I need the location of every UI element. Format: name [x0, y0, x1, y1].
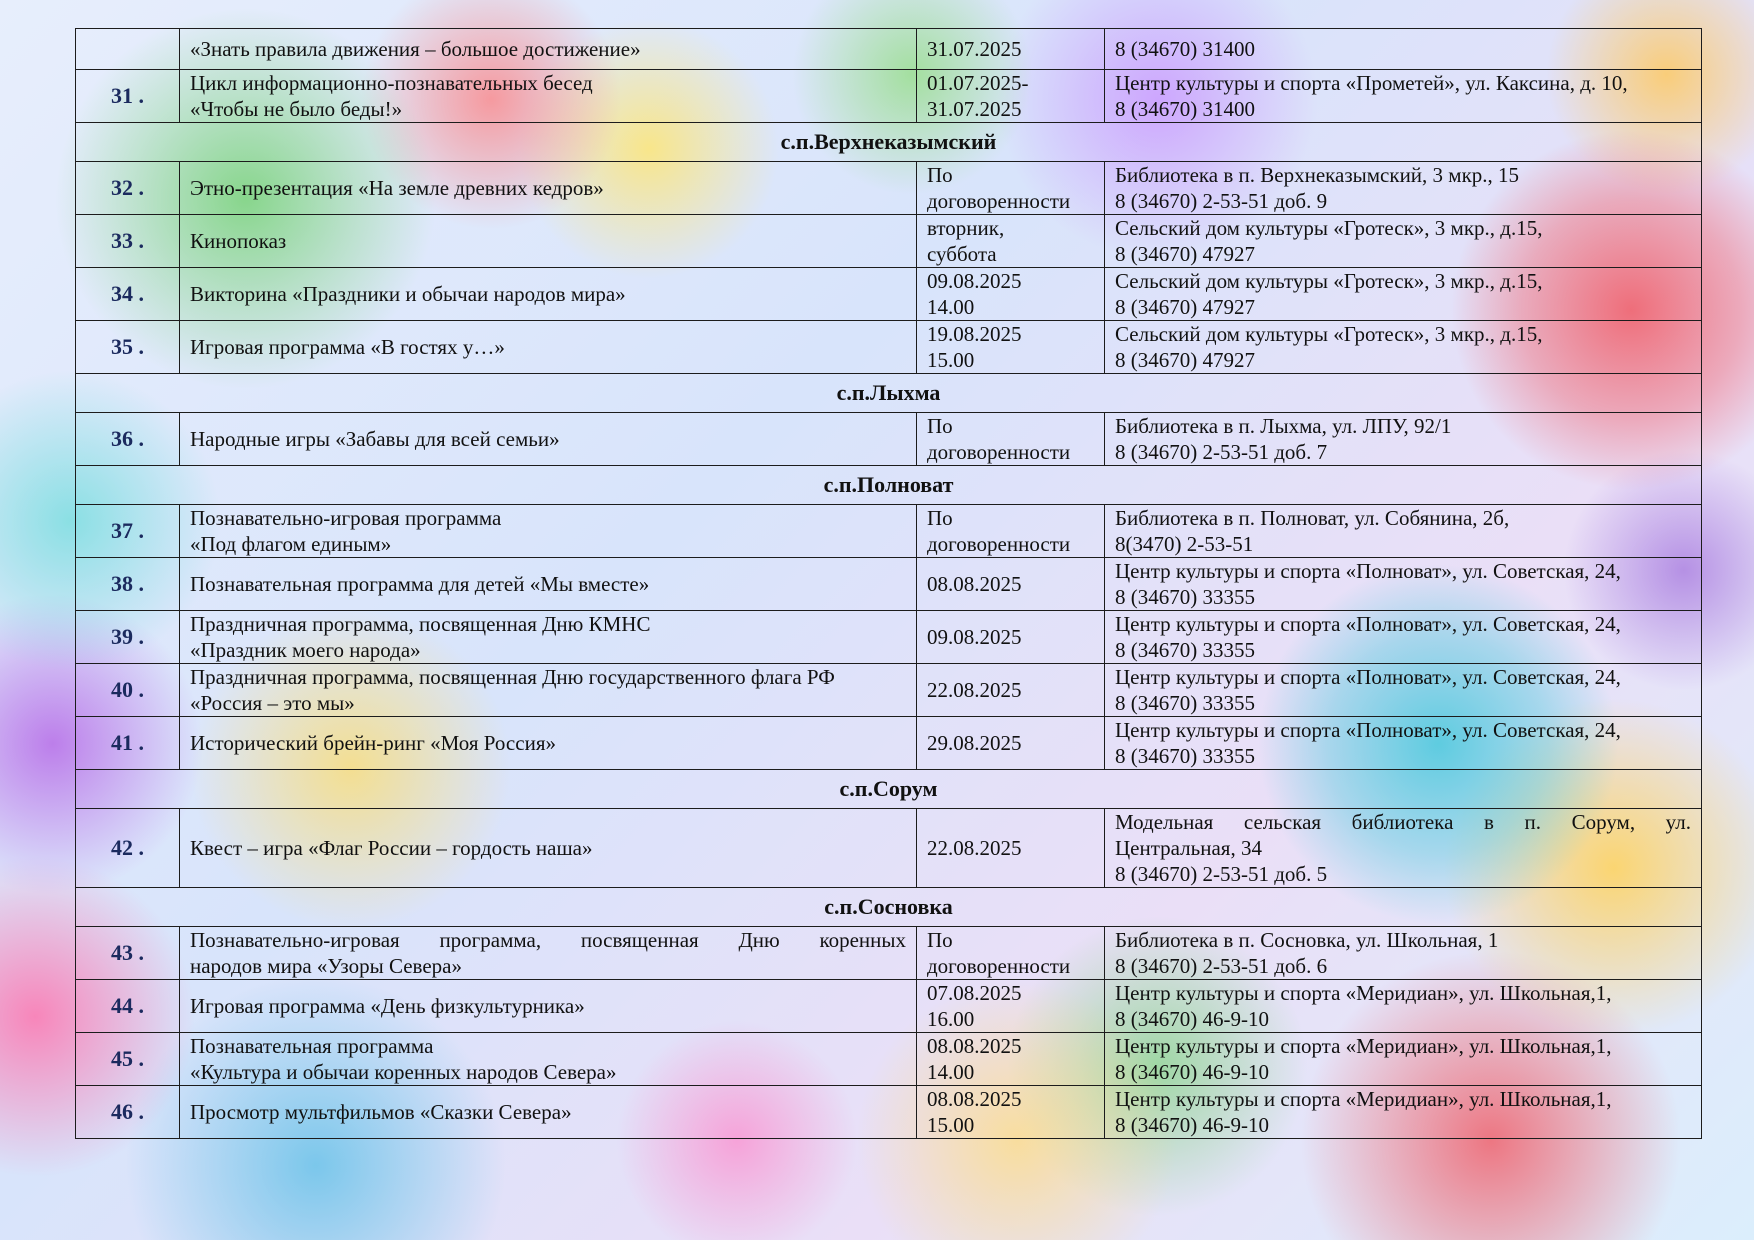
- event-title-line: Этно-презентация «На земле древних кедров»: [190, 176, 604, 200]
- event-place-line: Центр культуры и спорта «Полноват», ул. Советская, 24,: [1115, 559, 1621, 583]
- event-place-line: Библиотека в п. Верхнеказымский, 3 мкр., 15: [1115, 163, 1520, 187]
- event-date-line: По: [927, 928, 953, 952]
- event-place-line: 8 (34670) 31400: [1115, 97, 1255, 121]
- event-place-line: 8 (34670) 2-53-51 доб. 6: [1115, 954, 1328, 978]
- table-row: [76, 268, 1702, 321]
- event-place-cell: [1105, 809, 1702, 888]
- event-date-cell: [917, 321, 1105, 374]
- row-number: 44 .: [76, 980, 180, 1033]
- row-number: 35 .: [76, 321, 180, 374]
- event-place-line: 8 (34670) 47927: [1115, 242, 1255, 266]
- events-table: [75, 28, 1702, 1139]
- event-date-cell: [917, 70, 1105, 123]
- table-row: [76, 611, 1702, 664]
- section-title: с.п.Лыхма: [76, 374, 1702, 413]
- event-place-line: Центр культуры и спорта «Меридиан», ул. Школьная,1,: [1115, 1087, 1612, 1111]
- event-place-cell: [1105, 611, 1702, 664]
- section-title: с.п.Полноват: [76, 466, 1702, 505]
- event-date-cell: [917, 413, 1105, 466]
- event-date-line: 08.08.2025: [927, 572, 1022, 596]
- event-title-line: Познавательная программа: [190, 1034, 434, 1058]
- event-place-cell: [1105, 1086, 1702, 1139]
- table-row: [76, 321, 1702, 374]
- section-header-row: [76, 770, 1702, 809]
- event-date-line: 16.00: [927, 1007, 975, 1031]
- event-place-line: Центр культуры и спорта «Меридиан», ул. Школьная,1,: [1115, 1034, 1612, 1058]
- event-title-cell: [180, 70, 917, 123]
- row-number: 34 .: [76, 268, 180, 321]
- event-place-line: 8 (34670) 2-53-51 доб. 5: [1115, 862, 1328, 886]
- event-date-line: договоренности: [927, 440, 1071, 464]
- table-row: [76, 29, 1702, 70]
- event-date-line: суббота: [927, 242, 997, 266]
- event-date-cell: [917, 1033, 1105, 1086]
- event-date-line: 01.07.2025-: [927, 71, 1029, 95]
- event-place-line: 8 (34670) 33355: [1115, 585, 1255, 609]
- event-date-line: 08.08.2025: [927, 1087, 1022, 1111]
- event-date-cell: [917, 809, 1105, 888]
- table-row: [76, 162, 1702, 215]
- event-date-line: договоренности: [927, 189, 1071, 213]
- event-title-cell: [180, 809, 917, 888]
- event-place-line: 8 (34670) 2-53-51 доб. 9: [1115, 189, 1328, 213]
- event-place-line: Сельский дом культуры «Гротеск», 3 мкр., д.15,: [1115, 269, 1543, 293]
- table-row: [76, 1033, 1702, 1086]
- section-title: с.п.Сосновка: [76, 888, 1702, 927]
- event-place-line: Библиотека в п. Полноват, ул. Собянина, 2б,: [1115, 506, 1510, 530]
- event-title-line: «Под флагом единым»: [190, 532, 392, 556]
- event-place-cell: [1105, 29, 1702, 70]
- event-date-line: 22.08.2025: [927, 678, 1022, 702]
- event-title-cell: [180, 505, 917, 558]
- event-date-cell: [917, 980, 1105, 1033]
- section-header-row: [76, 466, 1702, 505]
- event-date-cell: [917, 505, 1105, 558]
- event-place-cell: [1105, 215, 1702, 268]
- table-row: [76, 980, 1702, 1033]
- event-date-cell: [917, 268, 1105, 321]
- event-title-cell: [180, 1086, 917, 1139]
- event-place-cell: [1105, 980, 1702, 1033]
- event-date-cell: [917, 717, 1105, 770]
- event-date-line: договоренности: [927, 532, 1071, 556]
- event-title-line: Кинопоказ: [190, 229, 287, 253]
- event-place-line: Центр культуры и спорта «Полноват», ул. Советская, 24,: [1115, 718, 1621, 742]
- row-number: 40 .: [76, 664, 180, 717]
- event-place-line: Центр культуры и спорта «Полноват», ул. Советская, 24,: [1115, 612, 1621, 636]
- table-row: [76, 558, 1702, 611]
- event-title-cell: [180, 664, 917, 717]
- table-row: [76, 70, 1702, 123]
- event-place-cell: [1105, 927, 1702, 980]
- event-place-line: 8(3470) 2-53-51: [1115, 532, 1254, 556]
- table-row: [76, 215, 1702, 268]
- event-title-cell: [180, 413, 917, 466]
- event-title-line: «Россия – это мы»: [190, 691, 355, 715]
- event-title-line: Викторина «Праздники и обычаи народов мира»: [190, 282, 626, 306]
- event-date-cell: [917, 162, 1105, 215]
- table-row: [76, 1086, 1702, 1139]
- event-title-line: Праздничная программа, посвященная Дню КМНС: [190, 612, 651, 636]
- event-title-line: «Праздник моего народа»: [190, 638, 421, 662]
- event-title-cell: [180, 321, 917, 374]
- event-date-line: договоренности: [927, 954, 1071, 978]
- event-date-cell: [917, 927, 1105, 980]
- event-date-line: По: [927, 163, 953, 187]
- event-place-cell: [1105, 162, 1702, 215]
- event-place-cell: [1105, 558, 1702, 611]
- event-date-line: 31.07.2025: [927, 97, 1022, 121]
- events-table-body: [76, 29, 1702, 1139]
- event-title-cell: [180, 215, 917, 268]
- event-place-line: Сельский дом культуры «Гротеск», 3 мкр., д.15,: [1115, 322, 1543, 346]
- table-row: [76, 809, 1702, 888]
- event-title-cell: [180, 268, 917, 321]
- table-row: [76, 664, 1702, 717]
- event-date-cell: [917, 1086, 1105, 1139]
- event-date-line: 14.00: [927, 295, 975, 319]
- event-place-line: Центр культуры и спорта «Прометей», ул. Каксина, д. 10,: [1115, 71, 1628, 95]
- event-title-line: Квест – игра «Флаг России – гордость наша»: [190, 836, 593, 860]
- event-place-line: Библиотека в п. Лыхма, ул. ЛПУ, 92/1: [1115, 414, 1452, 438]
- event-title-line: Исторический брейн-ринг «Моя Россия»: [190, 731, 556, 755]
- event-date-cell: [917, 611, 1105, 664]
- event-title-cell: [180, 1033, 917, 1086]
- event-date-line: По: [927, 506, 953, 530]
- event-date-line: 22.08.2025: [927, 836, 1022, 860]
- row-number: 33 .: [76, 215, 180, 268]
- event-place-line: 8 (34670) 31400: [1115, 37, 1255, 61]
- event-place-line: Центр культуры и спорта «Меридиан», ул. Школьная,1,: [1115, 981, 1612, 1005]
- event-place-line: 8 (34670) 47927: [1115, 348, 1255, 372]
- event-place-line: Библиотека в п. Сосновка, ул. Школьная, 1: [1115, 928, 1499, 952]
- event-date-line: 09.08.2025: [927, 625, 1022, 649]
- event-place-line: Сельский дом культуры «Гротеск», 3 мкр., д.15,: [1115, 216, 1543, 240]
- event-place-line: 8 (34670) 33355: [1115, 744, 1255, 768]
- event-place-line: 8 (34670) 33355: [1115, 691, 1255, 715]
- event-place-line: Модельная сельская библиотека в п. Сорум, ул.: [1115, 810, 1691, 834]
- event-title-line: Познавательно-игровая программа: [190, 506, 502, 530]
- table-row: [76, 413, 1702, 466]
- event-title-line: Познавательная программа для детей «Мы вместе»: [190, 572, 650, 596]
- section-header-row: [76, 888, 1702, 927]
- row-number: 32 .: [76, 162, 180, 215]
- event-title-line: Игровая программа «В гостях у…»: [190, 335, 505, 359]
- event-date-line: 29.08.2025: [927, 731, 1022, 755]
- event-date-line: 15.00: [927, 348, 975, 372]
- event-place-line: Центр культуры и спорта «Полноват», ул. Советская, 24,: [1115, 665, 1621, 689]
- section-header-row: [76, 374, 1702, 413]
- table-row: [76, 927, 1702, 980]
- event-date-cell: [917, 664, 1105, 717]
- event-place-cell: [1105, 70, 1702, 123]
- event-date-cell: [917, 29, 1105, 70]
- event-title-cell: [180, 29, 917, 70]
- event-place-line: 8 (34670) 46-9-10: [1115, 1060, 1269, 1084]
- table-row: [76, 717, 1702, 770]
- row-number: 43 .: [76, 927, 180, 980]
- event-title-line: народов мира «Узоры Севера»: [190, 954, 462, 978]
- table-row: [76, 505, 1702, 558]
- event-title-cell: [180, 611, 917, 664]
- event-date-line: 08.08.2025: [927, 1034, 1022, 1058]
- row-number: 31 .: [76, 70, 180, 123]
- event-title-line: Праздничная программа, посвященная Дню государственного флага РФ: [190, 665, 835, 689]
- event-place-cell: [1105, 505, 1702, 558]
- row-number: 39 .: [76, 611, 180, 664]
- event-date-line: 09.08.2025: [927, 269, 1022, 293]
- section-title: с.п.Сорум: [76, 770, 1702, 809]
- event-date-cell: [917, 215, 1105, 268]
- event-place-line: Центральная, 34: [1115, 836, 1262, 860]
- event-title-line: Просмотр мультфильмов «Сказки Севера»: [190, 1100, 572, 1124]
- event-place-line: 8 (34670) 46-9-10: [1115, 1113, 1269, 1137]
- row-number: 38 .: [76, 558, 180, 611]
- event-place-cell: [1105, 1033, 1702, 1086]
- event-date-cell: [917, 558, 1105, 611]
- event-title-cell: [180, 162, 917, 215]
- event-place-cell: [1105, 321, 1702, 374]
- event-place-line: 8 (34670) 2-53-51 доб. 7: [1115, 440, 1328, 464]
- row-number: 36 .: [76, 413, 180, 466]
- row-number: 41 .: [76, 717, 180, 770]
- event-title-line: «Знать правила движения – большое достижение»: [190, 37, 641, 61]
- event-date-line: 15.00: [927, 1113, 975, 1137]
- event-title-cell: [180, 980, 917, 1033]
- row-number: 42 .: [76, 809, 180, 888]
- row-number: 45 .: [76, 1033, 180, 1086]
- event-place-cell: [1105, 664, 1702, 717]
- event-title-line: Познавательно-игровая программа, посвященная Дню коренных: [190, 928, 906, 952]
- event-date-line: 14.00: [927, 1060, 975, 1084]
- event-place-line: 8 (34670) 46-9-10: [1115, 1007, 1269, 1031]
- row-number: 37 .: [76, 505, 180, 558]
- event-place-line: 8 (34670) 33355: [1115, 638, 1255, 662]
- row-number: 46 .: [76, 1086, 180, 1139]
- event-title-cell: [180, 927, 917, 980]
- event-place-line: 8 (34670) 47927: [1115, 295, 1255, 319]
- event-title-cell: [180, 717, 917, 770]
- event-date-line: 19.08.2025: [927, 322, 1022, 346]
- event-place-cell: [1105, 268, 1702, 321]
- event-date-line: 31.07.2025: [927, 37, 1022, 61]
- section-header-row: [76, 123, 1702, 162]
- event-date-line: По: [927, 414, 953, 438]
- event-date-line: 07.08.2025: [927, 981, 1022, 1005]
- row-number: [76, 29, 180, 70]
- event-place-cell: [1105, 413, 1702, 466]
- event-place-cell: [1105, 717, 1702, 770]
- event-title-line: Народные игры «Забавы для всей семьи»: [190, 427, 560, 451]
- section-title: с.п.Верхнеказымский: [76, 123, 1702, 162]
- event-title-line: «Чтобы не было беды!»: [190, 97, 403, 121]
- event-title-line: Цикл информационно-познавательных бесед: [190, 71, 593, 95]
- event-date-line: вторник,: [927, 216, 1005, 240]
- event-title-line: «Культура и обычаи коренных народов Севера»: [190, 1060, 617, 1084]
- event-title-line: Игровая программа «День физкультурника»: [190, 994, 585, 1018]
- event-title-cell: [180, 558, 917, 611]
